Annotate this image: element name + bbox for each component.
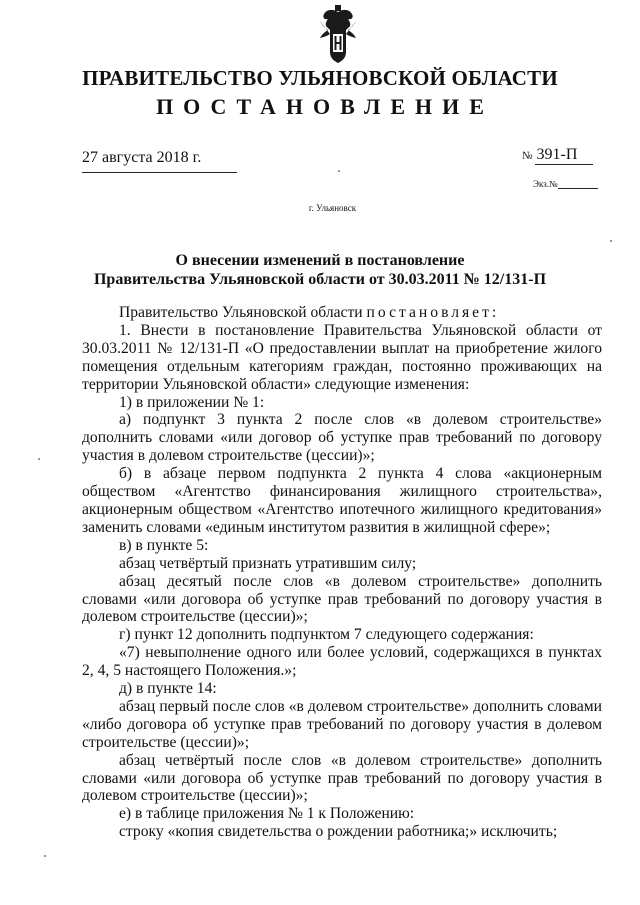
- document-type: ПОСТАНОВЛЕНИЕ: [156, 94, 494, 119]
- paragraph: а) подпункт 3 пункта 2 после слов «в долевом строительстве» дополнить словами «или договор об уступке прав требований по договору участия в долевом строительстве (цессии)»;: [82, 411, 602, 465]
- resolution-intro: [82, 304, 602, 322]
- title-line-2: Правительства Ульяновской области от 30.03.2011 № 12/131-П: [93, 271, 547, 288]
- paragraph: 1. Внести в постановление Правительства Ульяновской области от 30.03.2011 № 12/131-П «О предоставлении выплат на приобретение жилого помещения отдельным категориям граждан, постоянно проживающих на территории Ульяновской области» следующие изменения:: [82, 321, 602, 393]
- scan-speck: [38, 458, 40, 460]
- government-name: ПРАВИТЕЛЬСТВО УЛЬЯНОВСКОЙ ОБЛАСТИ: [82, 66, 558, 90]
- document-number: [522, 146, 593, 165]
- copy-number: [533, 179, 598, 189]
- title-line-1: О внесении изменений в постановление: [175, 252, 465, 269]
- paragraph: в) в пункте 5:: [119, 536, 209, 554]
- intro-colon: :: [491, 304, 497, 321]
- copy-underline: [558, 179, 598, 189]
- paragraph: абзац первый после слов «в долевом строительстве» дополнить словами «либо договора об уступке прав требований по договору участия в долевом строительстве (цессии)»;: [82, 697, 602, 751]
- paragraph: д) в пункте 14:: [119, 680, 217, 698]
- document-title: [0, 251, 640, 289]
- number-value: 391-П: [535, 146, 593, 165]
- intro-text: Правительство Ульяновской области: [119, 304, 367, 321]
- paragraph: строку «копия свидетельства о рождении работника;» исключить;: [119, 823, 558, 841]
- number-sign: №: [522, 150, 533, 162]
- paragraph: е) в таблице приложения № 1 к Положению:: [119, 805, 415, 823]
- paragraph: «7) невыполнение одного или более условий, содержащихся в пунктах 2, 4, 5 настоящего Положения.»;: [82, 644, 602, 680]
- scan-speck: [610, 240, 612, 242]
- document-date: 27 августа 2018 г.: [82, 149, 202, 166]
- intro-verb: постановляет: [366, 304, 492, 321]
- city: г. Ульяновск: [308, 203, 357, 213]
- paragraph: абзац десятый после слов «в долевом строительстве» дополнить словами «или договора об уступке прав требований по договору участия в долевом строительстве (цессии)»;: [82, 572, 602, 626]
- coat-of-arms-icon: [316, 4, 360, 64]
- scan-speck: [44, 855, 46, 857]
- paragraph: б) в абзаце первом подпункта 2 пункта 4 слова «акционерным обществом «Агентство финансирования жилищного строительства», акционерным обществом «Агентство ипотечного жилищного кредитования» заменить словами «единым институтом развития в жилищной сфере»;: [82, 465, 602, 536]
- paragraph: 1) в приложении № 1:: [119, 393, 265, 411]
- paragraph: абзац четвёртый признать утратившим силу;: [119, 554, 417, 572]
- date-underline: [82, 172, 237, 173]
- paragraph: г) пункт 12 дополнить подпунктом 7 следующего содержания:: [119, 626, 534, 644]
- copy-label: Экз.№: [533, 179, 558, 189]
- document-body: [82, 304, 602, 841]
- scan-speck: [338, 170, 340, 172]
- paragraph: абзац четвёртый после слов «в долевом строительстве» дополнить словами «или договора об уступке прав требований по договору участия в долевом строительстве (цессии)»;: [82, 751, 602, 805]
